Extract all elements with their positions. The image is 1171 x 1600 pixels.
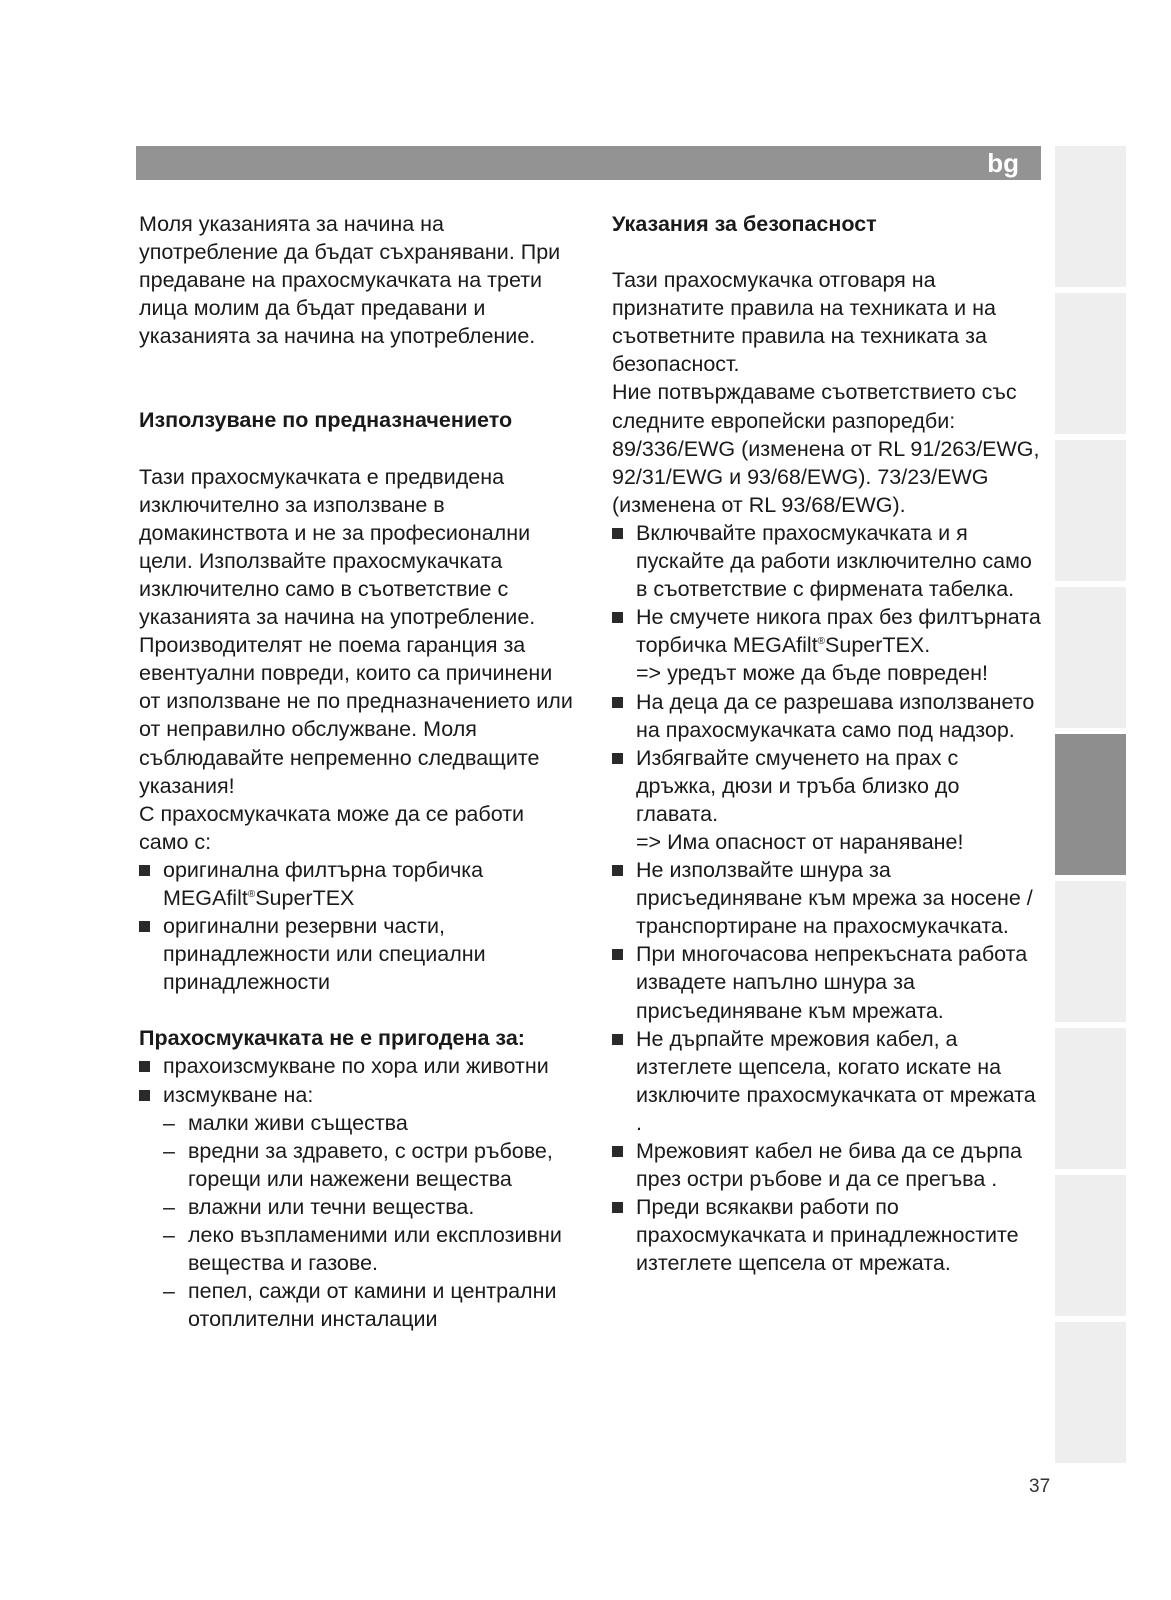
dash-marker: – — [163, 1194, 175, 1219]
square-bullet-icon — [612, 865, 623, 876]
square-bullet-icon — [139, 1061, 150, 1072]
list-item: Избягвайте смученето на прах с дръжка, дюзи и тръба близко до главата. => Има опасност от нараняване! — [612, 744, 1042, 856]
safety-text: Тази прахосмукачка отговаря на признатите правила на техниката и на съответните правила на техниката за безопасност. — [612, 268, 996, 377]
square-bullet-icon — [612, 1202, 623, 1213]
dash-marker: – — [163, 1110, 175, 1135]
list-item: Не смучете никога прах без филтърната торбичка MEGAfilt®SuperTEX. => уредът може да бъде повреден! — [612, 603, 1042, 687]
list-item: На деца да се разрешава използването на прахосмукачката само под надзор. — [612, 688, 1042, 744]
list-item: При многочасова непрекъсната работа извадете напълно шнура за присъединяване към мрежата. — [612, 940, 1042, 1024]
list-item: Мрежовият кабел не бива да се дърпа през остри ръбове и да се прегъва . — [612, 1137, 1042, 1193]
square-bullet-icon — [612, 528, 623, 539]
dash-marker: – — [163, 1138, 175, 1163]
list-item: – малки живи същества — [163, 1109, 579, 1137]
section-tab — [1055, 293, 1126, 434]
intended-use-heading: Използуване по предназначението — [139, 408, 513, 433]
intended-use-text: Тази прахосмукачката е предвидена изключително за използване в домакинствота и не за професионални цели. Използвайте прахосмукачката изключително само в съответствие с указанията за начина на употребление. Производителят не поема гаранция за евентуални повреди, които са причинени от използване не по предназначението или от неправилно обслужване. Моля съблюдавайте непременно следващите указания! — [139, 464, 573, 798]
list-item: изсмукване на: — [139, 1081, 579, 1109]
section-tab — [1055, 1322, 1126, 1463]
conformity-text: Ние потвърждаваме съответствието със следните европейски разпоредби: 89/336/EWG (изменена от RL 91/263/EWG, 92/31/EWG и 93/68/EWG). 73/23/EWG (изменена от RL 93/68/EWG). — [612, 380, 1040, 517]
list-item: Включвайте прахосмукачката и я пускайте да работи изключително само в съответствие с фирмената табелка. — [612, 519, 1042, 603]
right-column — [612, 210, 1042, 1277]
language-header-bar — [136, 146, 1041, 180]
intro-text: Моля указанията за начина на употребление да бъдат съхранявани. При предаване на прахосмукачката на трети лица молим да бъдат предавани и указанията за начина на употребление. — [139, 212, 561, 349]
square-bullet-icon — [612, 612, 623, 623]
list-item: Не използвайте шнура за присъединяване към мрежа за носене / транспортиране на прахосмукачката. — [612, 856, 1042, 940]
not-suitable-list — [139, 1052, 579, 1108]
warning-note: => Има опасност от нараняване! — [636, 829, 964, 854]
section-tab — [1055, 587, 1126, 728]
substances-list — [163, 1109, 579, 1334]
list-item: – пепел, сажди от камини и централни отоплителни инсталации — [163, 1279, 557, 1332]
section-tab — [1055, 1028, 1126, 1169]
dash-marker: – — [163, 1223, 175, 1247]
approved-items-list — [139, 856, 579, 996]
section-tab-active — [1055, 734, 1126, 875]
registered-mark: ® — [817, 636, 826, 648]
square-bullet-icon — [612, 753, 623, 764]
list-item: прахоизсмукване по хора или животни — [139, 1052, 579, 1080]
section-tab — [1055, 146, 1126, 287]
list-item: – леко възпламеними или експлозивни вещества и газове. — [163, 1223, 562, 1276]
list-item: Не дърпайте мрежовия кабел, а изтеглете щепсела, когато искате на изключите прахосмукачката от мрежата . — [612, 1025, 1042, 1137]
section-tab — [1055, 440, 1126, 581]
safety-list — [612, 519, 1042, 1278]
list-item: Преди всякакви работи по прахосмукачката и принадлежностите изтеглете щепсела от мрежата. — [612, 1193, 1042, 1277]
square-bullet-icon — [612, 1146, 623, 1157]
list-item: оригинални резервни части, принадлежности или специални принадлежности — [139, 912, 579, 996]
section-tab — [1055, 1175, 1126, 1316]
square-bullet-icon — [139, 921, 150, 932]
language-code: bg — [987, 148, 1019, 178]
square-bullet-icon — [139, 1090, 150, 1101]
section-tabs — [1055, 146, 1126, 1469]
list-item: – вредни за здравето, с остри ръбове, горещи или нажежени вещества — [163, 1138, 553, 1191]
page-number: 37 — [1029, 1476, 1051, 1497]
square-bullet-icon — [612, 697, 623, 708]
square-bullet-icon — [612, 949, 623, 960]
safety-heading: Указания за безопасност — [612, 212, 877, 236]
square-bullet-icon — [139, 865, 150, 876]
section-tab — [1055, 881, 1126, 1022]
square-bullet-icon — [612, 1034, 623, 1045]
list-item: – влажни или течни вещества. — [163, 1193, 579, 1221]
registered-mark: ® — [247, 888, 256, 900]
warning-note: => уредът може да бъде повреден! — [636, 661, 988, 686]
dash-marker: – — [163, 1279, 175, 1304]
not-suitable-heading: Прахосмукачката не е пригодена за: — [139, 1026, 525, 1051]
left-column — [139, 210, 579, 1333]
only-with-text: С прахосмукачката може да се работи само с: — [139, 801, 525, 854]
list-item: оригинална филтърна торбичка MEGAfilt®SuperTEX — [139, 856, 579, 912]
